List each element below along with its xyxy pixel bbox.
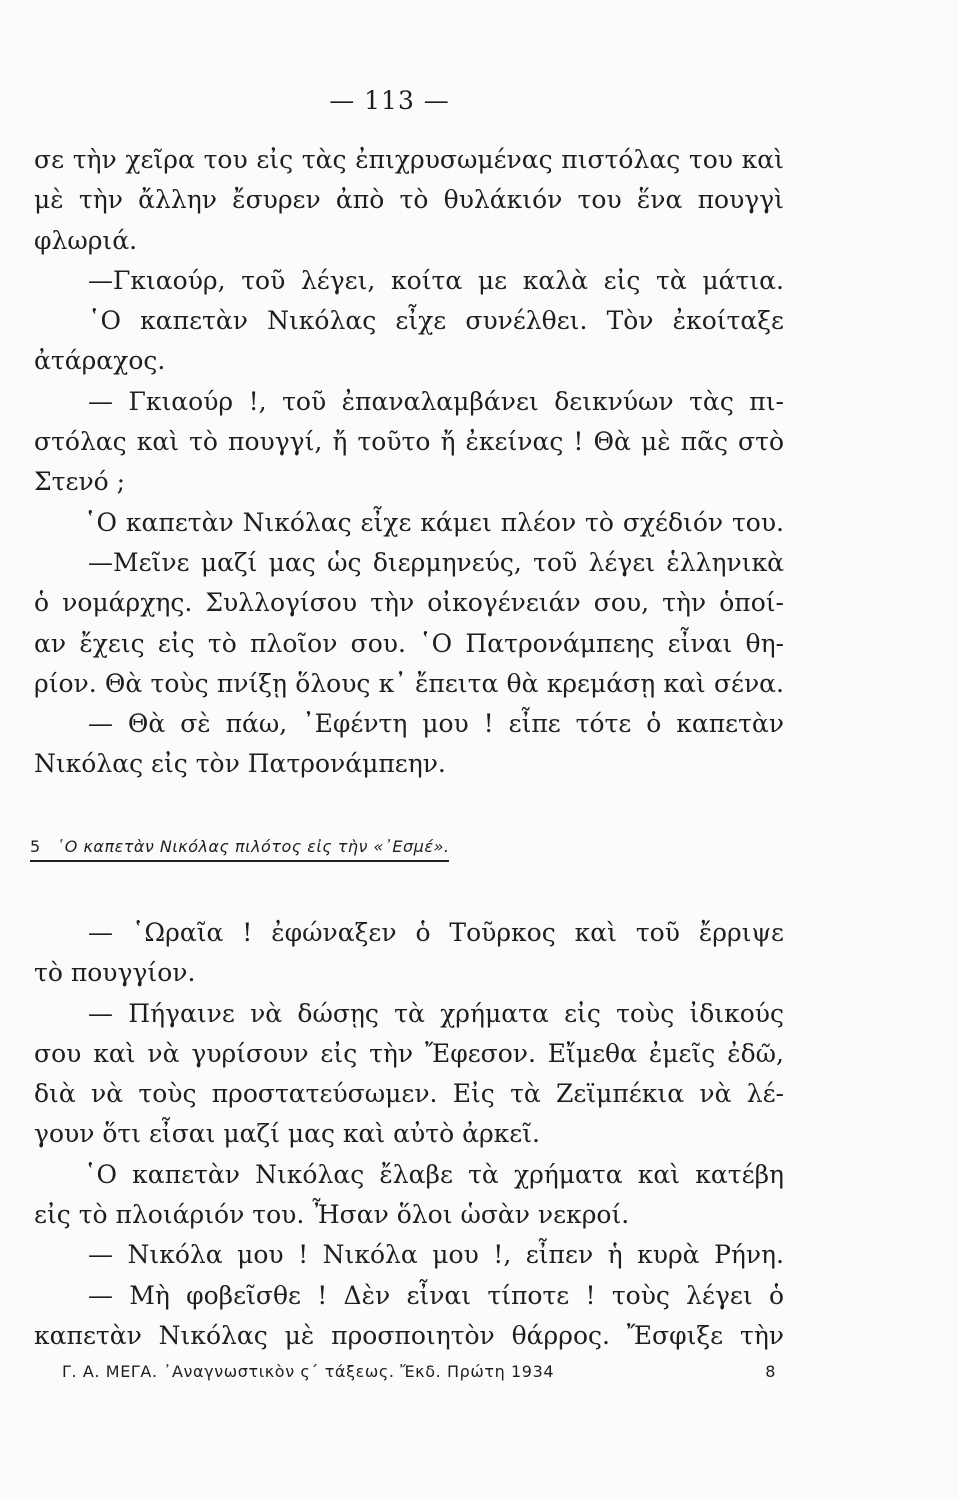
text-line: ἀτάραχος. — [34, 346, 166, 376]
text-line: —Γκιαούρ, τοῦ λέγει, κοίτα με καλὰ εἰς τὰ μάτια. — [88, 265, 784, 295]
text-block-bottom — [34, 913, 784, 1356]
text-line: ρίον. Θὰ τοὺς πνίξῃ ὅλους κ᾽ ἔπειτα θὰ κρεμάσῃ καὶ σένα. — [34, 668, 784, 698]
text-line: τὸ πουγγίον. — [34, 958, 196, 988]
text-line: διὰ νὰ τοὺς προστατεύσωμεν. Εἰς τὰ Ζεϊμπέκια νὰ λέ- — [34, 1079, 784, 1109]
text-line: φλωριά. — [34, 225, 138, 255]
text-line: ῾Ο καπετὰν Νικόλας εἶχε συνέλθει. Τὸν ἐκοίταξε — [88, 306, 784, 336]
text-line: μὲ τὴν ἄλλην ἔσυρεν ἀπὸ τὸ θυλάκιόν του ἕνα πουγγὶ — [34, 185, 784, 215]
text-line: Στενό ; — [34, 467, 126, 497]
section-caption — [30, 837, 449, 862]
text-line: — Πήγαινε νὰ δώσῃς τὰ χρήματα εἰς τοὺς ἰδικούς — [88, 998, 784, 1028]
text-line: — Γκιαούρ !, τοῦ ἐπαναλαμβάνει δεικνύων τὰς πι- — [88, 386, 784, 416]
text-line: σε τὴν χεῖρα του εἰς τὰς ἐπιχρυσωμένας πιστόλας του καὶ — [34, 145, 784, 174]
text-line: — ῾Ωραῖα ! ἐφώναξεν ὁ Τοῦρκος καὶ τοῦ ἔρριψε — [88, 918, 784, 947]
caption-title: ῾Ο καπετὰν Νικόλας πιλότος εἰς τὴν «᾿Εσμέ». — [56, 837, 450, 856]
text-line: γουν ὅτι εἶσαι μαζί μας καὶ αὐτὸ ἀρκεῖ. — [34, 1119, 540, 1149]
text-line: σου καὶ νὰ γυρίσουν εἰς τὴν Ἔφεσον. Εἴμεθα ἐμεῖς ἐδῶ, — [34, 1038, 784, 1068]
text-line: — Θὰ σὲ πάω, ᾿Εφέντη μου ! εἶπε τότε ὁ καπετὰν — [88, 709, 784, 739]
text-line: —Μεῖνε μαζί μας ὡς διερμηνεύς, τοῦ λέγει ἑλληνικὰ — [88, 547, 784, 577]
text-line: ὁ νομάρχης. Συλλογίσου τὴν οἰκογένειάν σου, τὴν ὁποί- — [34, 588, 784, 618]
text-line: καπετὰν Νικόλας μὲ προσποιητὸν θάρρος. Ἔσφιξε τὴν — [34, 1320, 784, 1350]
text-line: ῾Ο καπετὰν Νικόλας ἔλαβε τὰ χρήματα καὶ κατέβη — [84, 1159, 784, 1189]
caption-number: 5 — [30, 837, 41, 856]
text-line: εἰς τὸ πλοιάριόν του. Ἦσαν ὅλοι ὡσὰν νεκροί. — [34, 1200, 630, 1230]
text-line: Νικόλας εἰς τὸν Πατρονάμπεην. — [34, 749, 446, 779]
footer-signature: 8 — [765, 1362, 776, 1381]
text-line: αν ἔχεις εἰς τὸ πλοῖον σου. ῾Ο Πατρονάμπεης εἶναι θη- — [34, 628, 784, 658]
page-footer — [62, 1362, 776, 1381]
text-line: ῾Ο καπετὰν Νικόλας εἶχε κάμει πλέον τὸ σχέδιόν του. — [84, 507, 784, 537]
text-block-top — [34, 140, 784, 785]
text-line: στόλας καὶ τὸ πουγγί, ἤ τοῦτο ἤ ἐκείνας ! Θὰ μὲ πᾶς στὸ — [34, 427, 784, 457]
page-number: — 113 — — [329, 86, 450, 115]
text-line: — Νικόλα μου ! Νικόλα μου !, εἶπεν ἡ κυρὰ Ρήνη. — [88, 1240, 784, 1270]
footer-publication: Γ. Α. ΜΕΓΑ. ᾿Αναγνωστικὸν ς´ τάξεως. Ἔκδ. Πρώτη 1934 — [62, 1362, 555, 1381]
text-line: — Μὴ φοβεῖσθε ! Δὲν εἶναι τίποτε ! τοὺς λέγει ὁ — [88, 1280, 784, 1310]
